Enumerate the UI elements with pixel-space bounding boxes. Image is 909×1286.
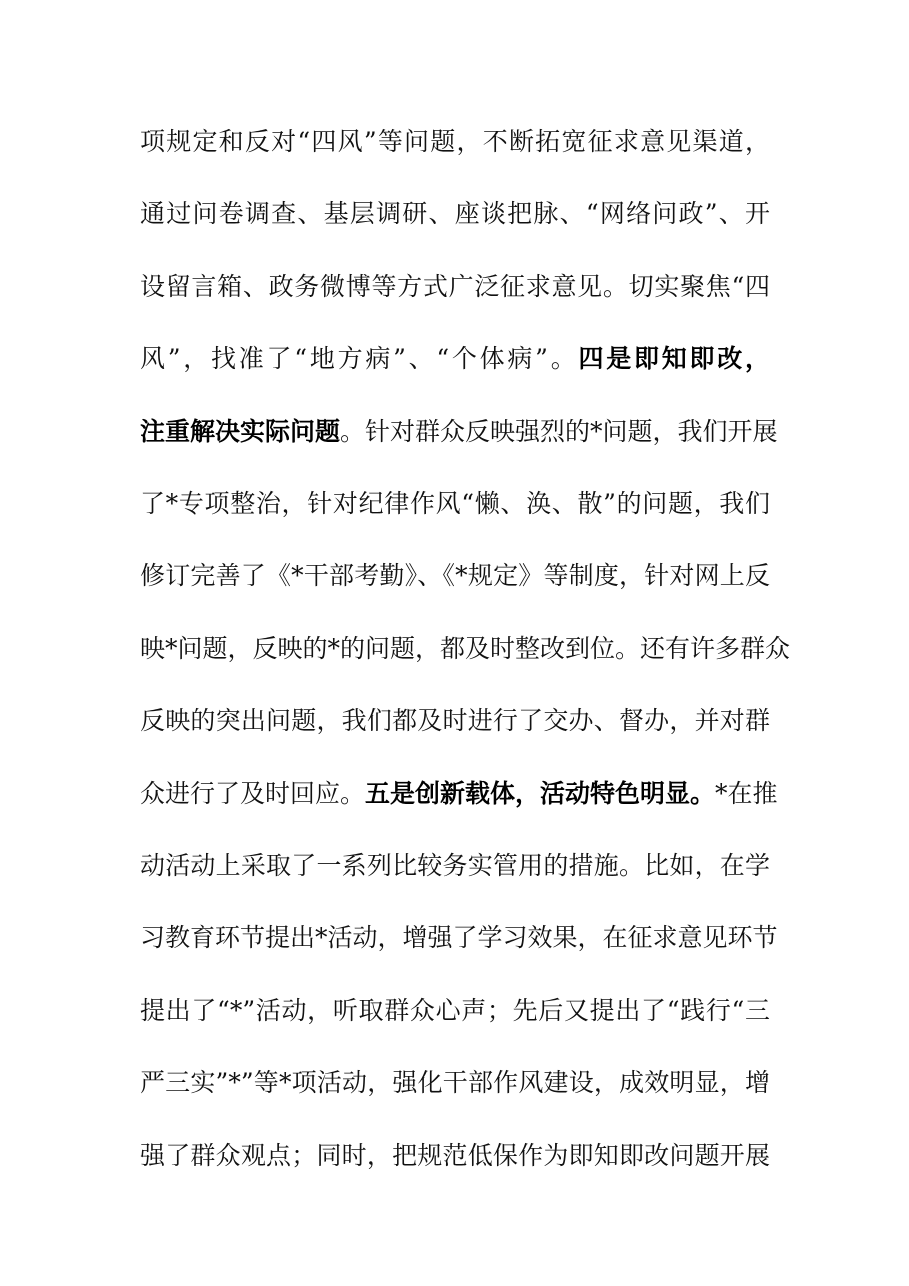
body-text: *在推 [715,778,778,808]
body-text: 提出了“*”活动，听取群众心声；先后又提出了“践行“三 [140,995,770,1025]
body-text: 设留言箱、政务微博等方式广泛征求意见。切实聚焦“四 [140,271,770,301]
body-text: 修订完善了《*干部考勤》、《*规定》等制度，针对网上反 [140,561,770,591]
bold-heading-text: 注重解决实际问题 [140,416,341,446]
text-line [140,484,770,524]
bold-heading-text: 五是创新载体，活动特色明显。 [365,778,716,808]
bold-heading-text: 四是即知即改， [578,344,770,374]
body-text: 风”，找准了“地方病”、“个体病”。 [140,344,579,374]
text-line [140,267,770,307]
body-text: 严三实”*”等*项活动，强化干部作风建设，成效明显，增 [140,1068,770,1098]
text-line [140,194,770,234]
text-line [140,629,791,669]
body-text: 。针对群众反映强烈的*问题，我们开展 [340,416,778,446]
text-line [140,846,770,886]
text-line [140,556,770,596]
body-text: 通过问卷调查、基层调研、座谈把脉、“网络问政”、开 [140,199,770,229]
body-text: 反映的突出问题，我们都及时进行了交办、督办，并对群 [140,706,770,736]
body-text: 映*问题，反映的*的问题，都及时整改到位。还有许多群众 [140,633,791,663]
text-line [140,774,778,814]
text-line [140,991,770,1031]
text-line [140,412,778,452]
text-line [140,1136,770,1176]
body-text: 众进行了及时回应。 [140,778,366,808]
text-line [140,1063,770,1103]
text-line [140,122,770,162]
body-text: 了*专项整治，针对纪律作风“懒、涣、散”的问题，我们 [140,489,770,518]
text-line [140,701,770,741]
text-line [140,339,770,379]
body-text: 项规定和反对“四风”等问题，不断拓宽征求意见渠道， [140,127,770,156]
body-text: 动活动上采取了一系列比较务实管用的措施。比如，在学 [140,851,770,880]
text-line [140,918,778,958]
body-text: 习教育环节提出*活动，增强了学习效果，在征求意见环节 [140,923,778,953]
body-text: 强了群众观点；同时，把规范低保作为即知即改问题开展 [140,1140,770,1170]
